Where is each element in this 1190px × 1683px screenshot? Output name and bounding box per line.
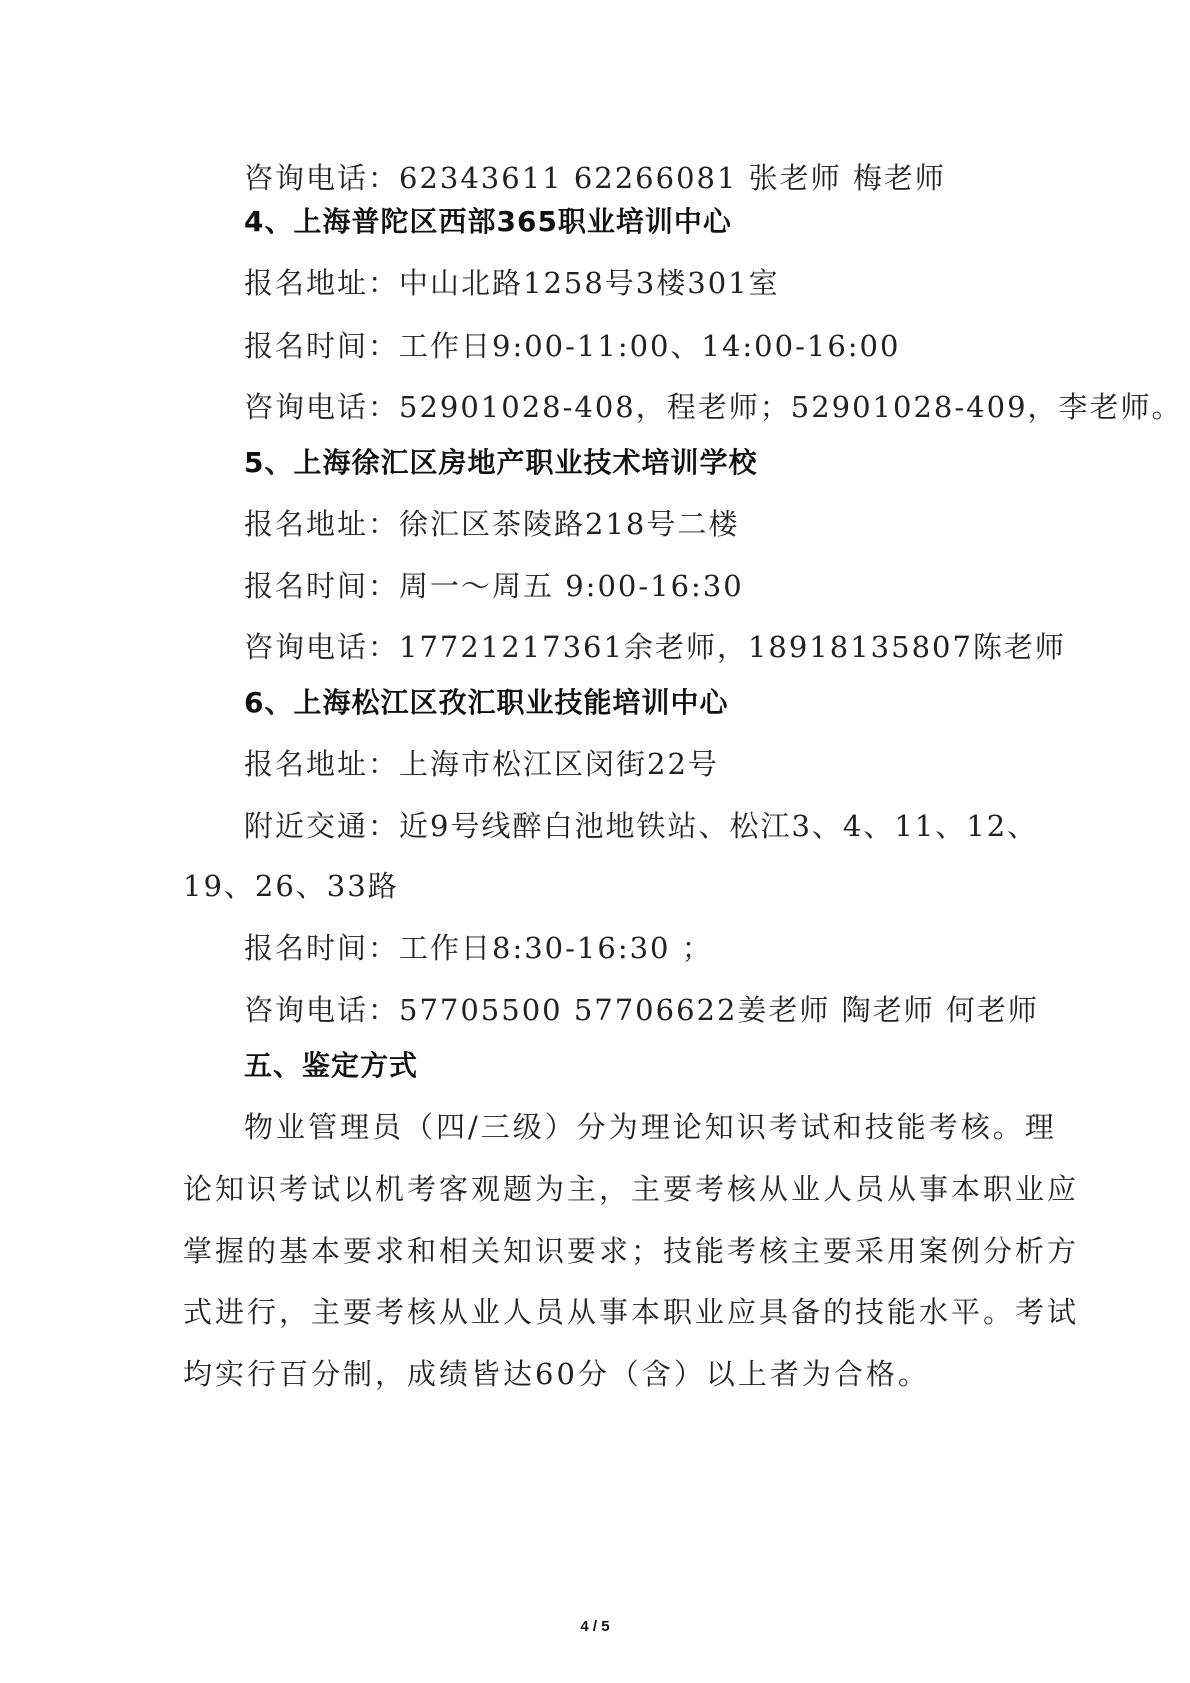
paragraph-line: 物业管理员（四/三级）分为理论知识考试和技能考核。理 — [244, 1110, 1057, 1144]
consult-phone-line: 咨询电话：62343611 62266081 张老师 梅老师 — [244, 161, 946, 195]
section-heading-6: 6、上海松江区孜汇职业技能培训中心 — [244, 686, 729, 719]
section-heading-appraisal: 五、鉴定方式 — [244, 1049, 419, 1082]
register-time-line: 报名时间：工作日9:00-11:00、14:00-16:00 — [244, 329, 901, 363]
section-heading-4: 4、上海普陀区西部365职业培训中心 — [244, 205, 732, 238]
page-number: 4 / 5 — [580, 1618, 610, 1635]
register-address-line: 报名地址：上海市松江区闵街22号 — [244, 747, 719, 781]
paragraph-line: 论知识考试以机考客观题为主，主要考核从业人员从事本职业应 — [183, 1172, 1080, 1206]
transport-line-continued: 19、26、33路 — [183, 869, 399, 903]
register-time-line: 报名时间：周一～周五 9:00-16:30 — [244, 569, 744, 603]
paragraph-line: 掌握的基本要求和相关知识要求；技能考核主要采用案例分析方 — [183, 1234, 1080, 1268]
consult-phone-line: 咨询电话：52901028-408，程老师；52901028-409，李老师。 — [244, 390, 1183, 424]
paragraph-line: 均实行百分制，成绩皆达60分（含）以上者为合格。 — [183, 1357, 930, 1391]
transport-line: 附近交通：近9号线醉白池地铁站、松江3、4、11、12、 — [244, 809, 1039, 843]
register-address-line: 报名地址：徐汇区茶陵路218号二楼 — [244, 507, 740, 541]
section-heading-5: 5、上海徐汇区房地产职业技术培训学校 — [244, 446, 758, 479]
consult-phone-line: 咨询电话：17721217361余老师，18918135807陈老师 — [244, 630, 1066, 664]
register-address-line: 报名地址：中山北路1258号3楼301室 — [244, 266, 780, 300]
paragraph-line: 式进行，主要考核从业人员从事本职业应具备的技能水平。考试 — [183, 1295, 1080, 1329]
consult-phone-line: 咨询电话：57705500 57706622姜老师 陶老师 何老师 — [244, 993, 1039, 1027]
register-time-line: 报名时间：工作日8:30-16:30 ； — [244, 931, 713, 965]
